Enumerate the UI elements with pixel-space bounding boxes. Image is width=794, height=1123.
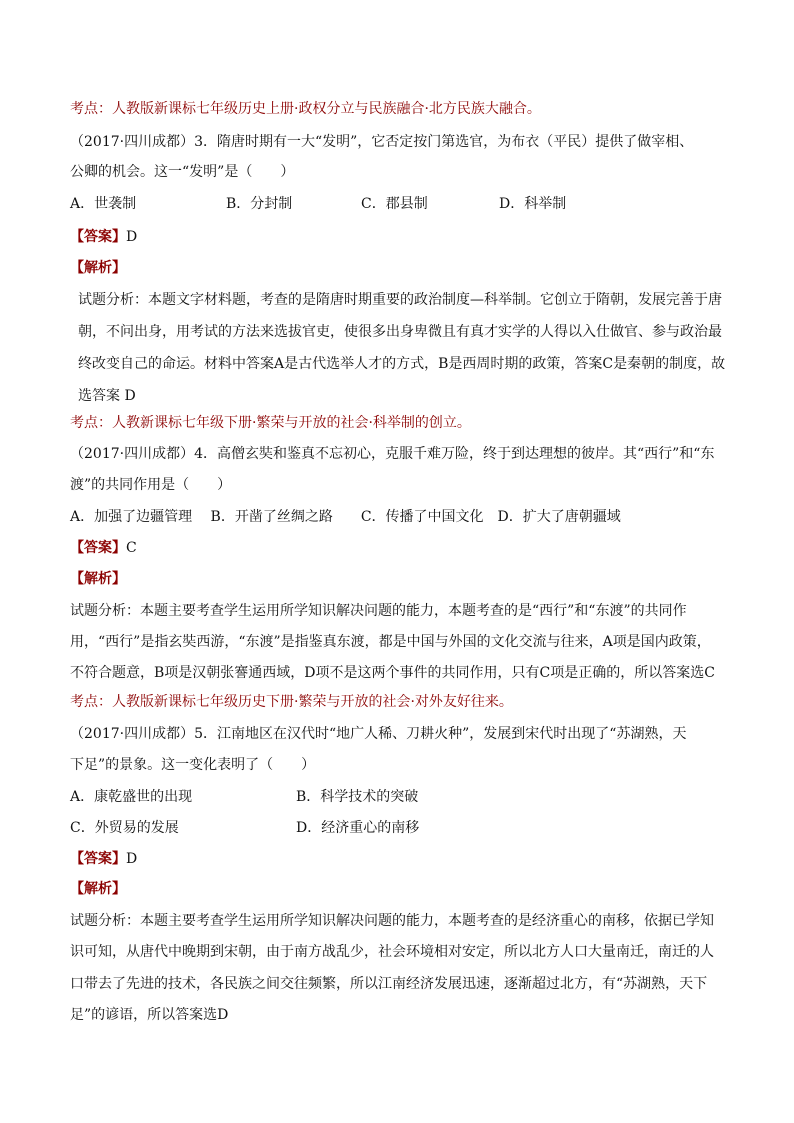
answer-value: D [126,229,138,245]
q4-options: A．加强了边疆管理 B．开凿了丝绸之路 C．传播了中国文化 D．扩大了唐朝疆域 [70,509,621,525]
question-4-line-1: （2017·四川成都）4．高僧玄奘和鉴真不忘初心，克服千难万险，终于到达理想的彼岸。其“西行”和“东 [70,446,715,462]
answer-label: 【答案】 [70,851,126,867]
analysis-3-line-1: 试题分析：本题文字材料题，考查的是隋唐时期重要的政治制度—科举制。它创立于隋朝，发展完善于唐 [78,292,722,308]
analysis-5-line-1: 试题分析：本题主要考查学生运用所学知识解决问题的能力，本题考查的是经济重心的南移，依据已学知 [70,913,714,929]
analysis-3-line-2: 朝，不问出身，用考试的方法来选拔官吏，使很多出身卑微且有真才实学的人得以入仕做官、参与政治最 [78,324,722,340]
q5-option-d: D．经济重心的南移 [296,820,420,836]
question-5-line-2: 下足”的景象。这一变化表明了（ ） [70,757,316,773]
analysis-4-line-3: 不符合题意，B项是汉朝张謇通西域，D项不是这两个事件的共同作用，只有C项是正确的，所以答案选C [70,665,715,681]
q3-option-d: D．科举制 [499,196,567,212]
analysis-5-line-3: 口带去了先进的技术，各民族之间交往频繁，所以江南经济发展迅速，逐渐超过北方，有“苏湖熟，天下 [70,976,708,992]
analysis-label-5: 【解析】 [70,881,126,897]
kaodian-q2: 考点：人教版新课标七年级历史上册·政权分立与民族融合·北方民族大融合。 [70,101,541,117]
question-4-line-2: 渡”的共同作用是（ ） [70,477,232,493]
answer-4 [70,538,137,558]
answer-label: 【答案】 [70,229,126,245]
question-3-line-1: （2017·四川成都）3．隋唐时期有一大“发明”，它否定按门第选官，为布衣（平民）提供了做宰相、 [70,134,694,150]
q3-option-b: B．分封制 [226,196,293,212]
analysis-3-line-4: 选答案 D [78,388,136,404]
answer-3 [70,227,137,247]
q3-option-a: A．世袭制 [70,196,137,212]
analysis-label-4: 【解析】 [70,571,126,587]
q5-option-b: B．科学技术的突破 [296,789,419,805]
analysis-3-line-3: 终改变自己的命运。材料中答案A是古代选举人才的方式，B是西周时期的政策，答案C是秦朝的制度，故 [78,356,726,372]
answer-value: C [126,540,137,556]
analysis-4-line-2: 用，“西行”是指玄奘西游，“东渡”是指鉴真东渡，都是中国与外国的文化交流与往来，A项是国内政策， [70,634,711,650]
answer-value: D [126,851,138,867]
analysis-5-line-2: 识可知，从唐代中晚期到宋朝，由于南方战乱少，社会环境相对安定，所以北方人口大量南迁，南迁的人 [70,944,714,960]
question-3-line-2: 公卿的机会。这一“发明”是（ ） [70,164,295,180]
q3-option-c: C．郡县制 [361,196,428,212]
analysis-5-line-4: 足”的谚语，所以答案选D [70,1007,229,1023]
q5-option-c: C．外贸易的发展 [70,820,179,836]
answer-5 [70,849,137,869]
q5-option-a: A．康乾盛世的出现 [70,789,193,805]
question-5-line-1: （2017·四川成都）5．江南地区在汉代时“地广人稀、刀耕火种”，发展到宋代时出现了“苏湖熟，天 [70,726,687,742]
kaodian-q3: 考点：人教新课标七年级下册·繁荣与开放的社会·科举制的创立。 [70,415,471,431]
answer-label: 【答案】 [70,540,126,556]
analysis-4-line-1: 试题分析：本题主要考查学生运用所学知识解决问题的能力，本题考查的是“西行”和“东渡”的共同作 [70,603,687,619]
kaodian-q4: 考点：人教版新课标七年级历史下册·繁荣与开放的社会·对外友好往来。 [70,694,513,710]
analysis-label-3: 【解析】 [70,260,126,276]
